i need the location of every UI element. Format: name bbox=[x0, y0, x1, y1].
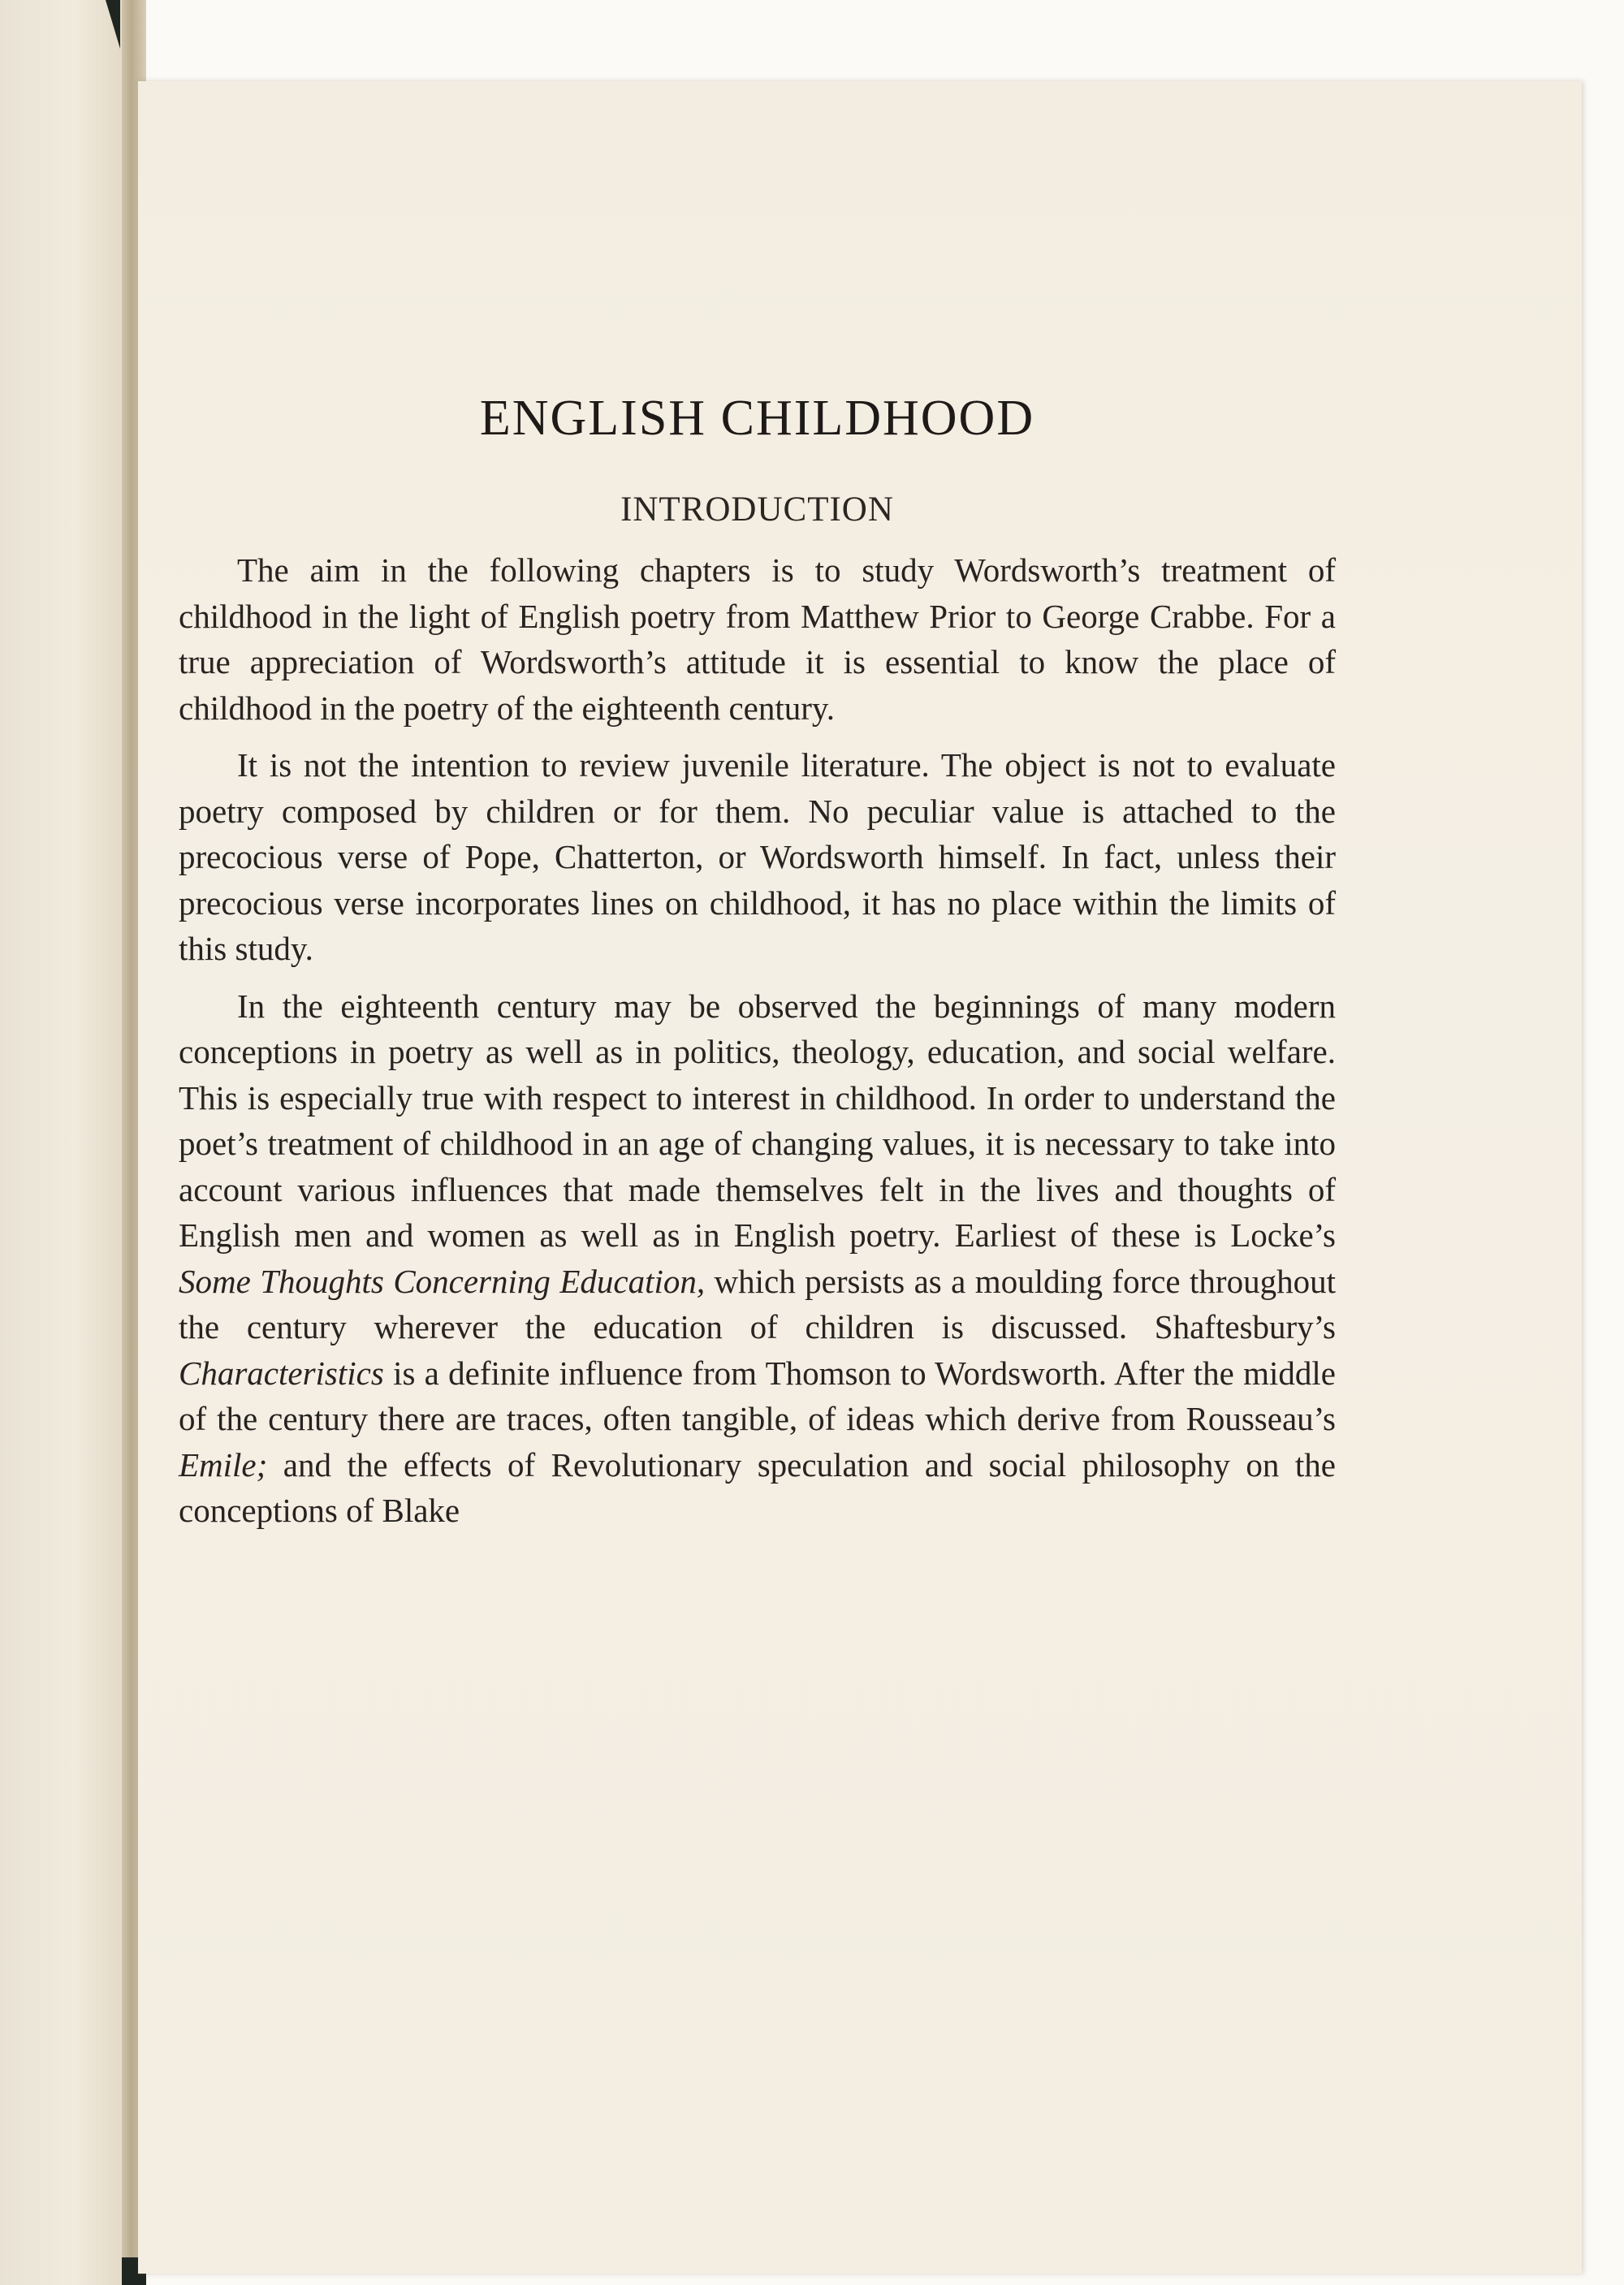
book-title-characteristics: Characteristics bbox=[179, 1354, 384, 1392]
page-text-block bbox=[179, 390, 1336, 1545]
paragraph-3-segment: is a definite influence from Thomson to Wordsworth. After the middle of the century there are traces, often tangible, of ideas which derive from Rousseau’s bbox=[179, 1354, 1336, 1437]
paragraph-3-segment: In the eighteenth century may be observed the beginnings of many modern conceptions in poetry as well as in politics, theology, education, and social welfare. This is especially true with respect to interest in childhood. In order to understand the poet’s treatment of childhood in an age of changing values, it is necessary to take into account various influences that made themselves felt in the lives and thoughts of English men and women as well as in English poetry. Earliest of these is Locke’s bbox=[179, 987, 1336, 1254]
paragraph-2: It is not the intention to review juvenile literature. The object is not to evaluate poetry composed by children or for them. No peculiar value is attached to the precocious verse of Pope, Chatterton, or Wordsworth himself. In fact, unless their precocious verse incorporates lines on childhood, it has no place within the limits of this study. bbox=[179, 746, 1336, 967]
book-title-emile: Emile; bbox=[179, 1445, 268, 1484]
chapter-title: ENGLISH CHILDHOOD bbox=[479, 391, 1035, 446]
paragraph-3-segment: which persists as a moulding force throughout the century wherever the education of children is discussed. Shaftesbury’s bbox=[179, 1262, 1336, 1346]
book-title-some-thoughts: Some Thoughts Concerning Education, bbox=[179, 1262, 706, 1300]
left-page-edge bbox=[0, 0, 134, 2285]
paragraph-1: The aim in the following chapters is to study Wordsworth’s treatment of childhood in the light of English poetry from Matthew Prior to George Crabbe. For a true appreciation of Wordsworth’s attitude it is essential to know the place of childhood in the poetry of the eighteenth century. bbox=[179, 551, 1336, 727]
paragraph-3-segment: and the effects of Revolutionary speculation and social philosophy on the conceptions of Blake bbox=[179, 1445, 1336, 1529]
paragraph-3 bbox=[179, 983, 1336, 1534]
section-heading: INTRODUCTION bbox=[620, 490, 894, 529]
